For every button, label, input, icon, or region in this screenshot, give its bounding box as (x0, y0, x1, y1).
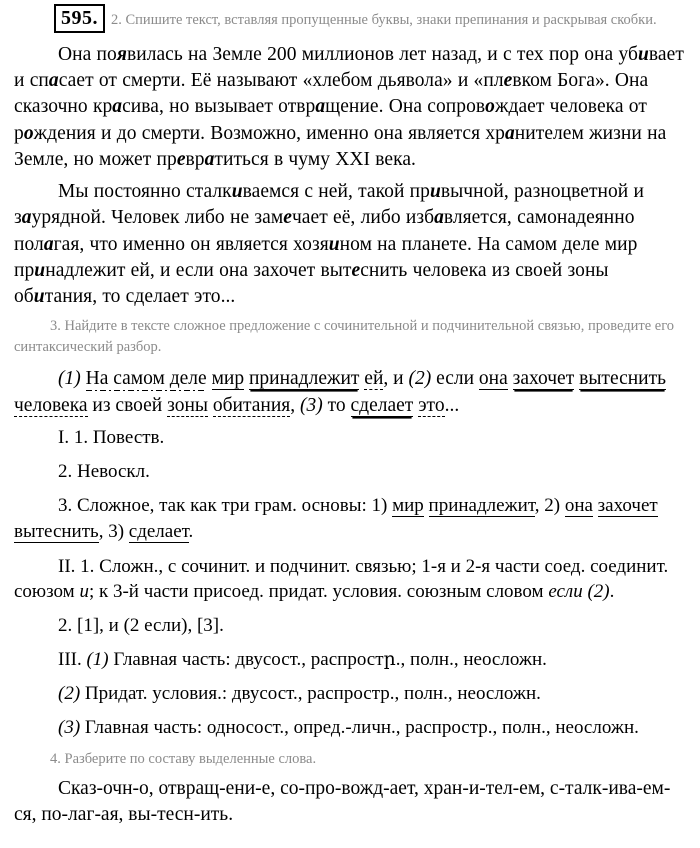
task2-instruction: 2. Спишите текст, вставляя пропущенные буквы, знаки препинания и раскрывая скобки. (111, 12, 657, 28)
analysis-line-I-2: 2. Невоскл. (58, 461, 150, 483)
styled-run-u-sub: она (564, 494, 593, 516)
text-paragraph-2: Мы постоянно сталкиваемся с ней, такой привычной, разноцветной и заурядной. Человек либо не замечает её, либо избавляется, самонадеянно полагая, что именно он является хозяином на планете. На самом деле мир принадлежит ей, и если она захочет вытеснить человека из своей зоны обитания, то сделает это... (14, 181, 644, 307)
styled-run-ins: и (638, 44, 649, 65)
styled-run-ins: а (112, 96, 123, 118)
styled-run-ins: а (43, 233, 54, 255)
styled-run-ins: и (33, 285, 45, 307)
styled-run-mark: (1) (86, 649, 109, 671)
styled-run-u-pred: захочет (512, 368, 575, 390)
styled-run-ins: а (504, 122, 515, 144)
styled-run-u-pred: принадлежит (248, 368, 360, 390)
styled-run-ins: и (34, 259, 46, 281)
styled-run-ins: а (204, 148, 215, 170)
styled-run-mark: если (2) (548, 581, 610, 603)
styled-run-mark: (2) (408, 368, 432, 390)
styled-run-u-sub: принадлежит (428, 494, 535, 516)
task4-instruction: 4. Разберите по составу выделенные слова. (50, 750, 317, 767)
styled-run-ins: о (23, 122, 34, 144)
styled-run-ins: и (328, 233, 340, 255)
parse-sentence: (1) На самом деле мир принадлежит ей, и (2) если она захочет вытеснить человека из своей зоны обитания, (3) то сделает это... (14, 368, 667, 416)
styled-run-u-adv: На самом деле (85, 368, 207, 390)
exercise-number-box: 595. (54, 4, 105, 33)
styled-run-ins: а (315, 96, 326, 118)
analysis-line-III-1: III. (1) Главная часть: двусост., распростր., полн., неосложн. (58, 649, 547, 671)
styled-run-u-obj: обитания (212, 394, 291, 416)
styled-run-ins: е (351, 259, 361, 281)
styled-run-ins: е (176, 148, 186, 170)
styled-run-ins: а (21, 207, 32, 229)
styled-run-mark: (3) (58, 716, 81, 738)
styled-run-u-sub: она (478, 368, 508, 390)
styled-run-ins: и (429, 181, 441, 203)
styled-run-mark: (1) (58, 368, 81, 390)
styled-run-ins: е (503, 70, 513, 92)
styled-run-u-sub: сделает (128, 520, 189, 542)
styled-run-ins: е (283, 207, 292, 229)
task3-instruction: 3. Найдите в тексте сложное предложение с сочинительной и подчинительной связью, проведите его синтаксический разбор. (14, 318, 675, 356)
styled-run-ins: а (48, 70, 59, 92)
analysis-line-II-1: II. 1. Сложн., с сочинит. и подчинит. связью; 1-я и 2-я части соед. соединит. союзом и; к 3-й части присоед. придат. условия. союзным словом если (2). (14, 555, 669, 603)
analysis-line-I-3: 3. Сложное, так как три грам. основы: 1) мир принадлежит, 2) она захочет вытеснить, 3) сделает. (14, 494, 658, 542)
styled-run-ins: и (231, 181, 243, 203)
exercise-header (14, 4, 686, 33)
analysis-line-III-2: (2) Придат. условия.: двусост., распростр., полн., неосложн. (58, 682, 541, 704)
styled-run-u-sub: мир (211, 368, 245, 390)
styled-run-mark: (3) (300, 394, 323, 416)
styled-run-ins: о (485, 96, 495, 118)
styled-run-ins: а (434, 207, 444, 229)
morpheme-analysis-line: Сказ-очн-о, отвращ-ени-е, со-про-вожд-ает, хран-и-тел-ем, с-талк-ива-ем-ся, по-лаг-ая, вы-тесн-ить. (14, 777, 671, 825)
analysis-line-I-1: I. 1. Повеств. (58, 427, 165, 449)
styled-run-u-obj: это (418, 394, 445, 416)
styled-run-u-pred: сделает (350, 394, 414, 416)
styled-run-u-obj: зоны (167, 394, 208, 416)
styled-run-mark: (2) (58, 682, 81, 704)
analysis-line-III-3: (3) Главная часть: односост., опред.-личн., распростр., полн., неосложн. (58, 716, 639, 738)
styled-run-u-pred: вытеснить (579, 368, 667, 390)
analysis-line-II-2: 2. [1], и (2 если), [3]. (58, 615, 224, 637)
styled-run-u-sub: вытеснить (14, 520, 99, 542)
styled-run-ins: я (116, 44, 127, 65)
styled-run-u-obj: человека (14, 394, 88, 416)
styled-run-u-obj: ей (364, 368, 384, 390)
styled-run-u-sub: мир (392, 494, 424, 516)
styled-run-u-sub: захочет (597, 494, 658, 516)
text-paragraph-1: Она появилась на Земле 200 миллионов лет назад, и с тех пор она убивает и спасает от смерти. Её называют «хлебом дьявола» и «плевком Бога». Она сказочно красива, но вызывает отвращение. Она сопровождает человека от рождения и до смерти. Возможно, именно она является хранителем жизни на Земле, но может превратиться в чуму XXI века. (14, 44, 684, 170)
styled-run-mark: и (79, 581, 89, 603)
